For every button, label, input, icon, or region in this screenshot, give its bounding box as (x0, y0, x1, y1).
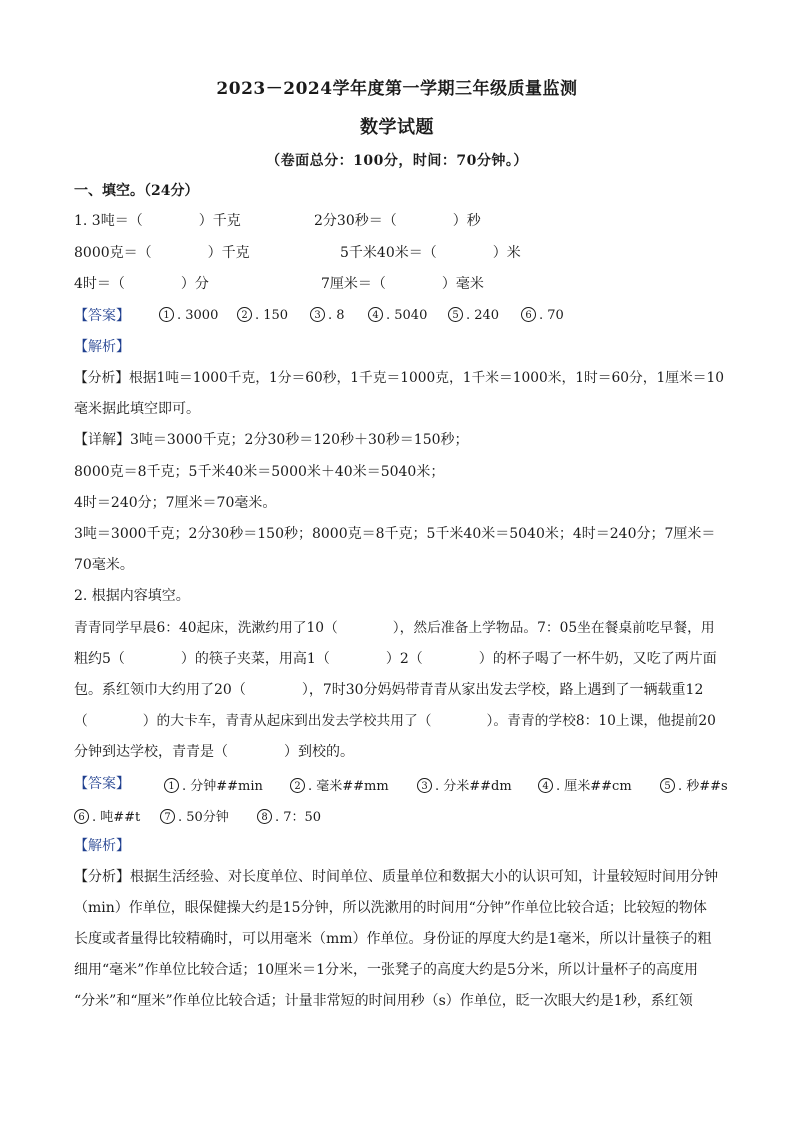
circled-number: 1 (164, 778, 179, 793)
q2-answer-5 (660, 775, 728, 794)
answer-value: . 秒##s (678, 779, 728, 794)
q1-analysis-tag: 【解析】 (74, 339, 130, 355)
xiangjie-text: 3吨＝3000千克；2分30秒＝120秒＋30秒＝150秒； (130, 432, 469, 448)
q1-answer-2 (237, 307, 288, 323)
q1-xiangjie-line-4: 3吨＝3000千克；2分30秒＝150秒；8000克＝8千克；5千米40米＝5040米；4时＝240分；7厘米＝ (74, 526, 716, 542)
answer-value: . 50分钟 (178, 810, 229, 825)
q2-analysis-tag: 【解析】 (74, 838, 130, 854)
answer-value: . 吨##t (92, 810, 141, 825)
circled-number: 4 (538, 778, 553, 793)
section-heading: 一、填空。（24分） (74, 183, 199, 199)
q1-xiangjie-line-3: 4时＝240分；7厘米＝70毫米。 (74, 495, 277, 511)
answer-value: . 150 (255, 308, 289, 323)
circled-number: 3 (310, 307, 325, 322)
circled-number: 4 (368, 307, 383, 322)
answer-value: . 5040 (386, 308, 428, 323)
answer-value: . 毫米##mm (308, 779, 389, 794)
answer-value: . 240 (466, 308, 500, 323)
q1-answer-4 (368, 307, 427, 323)
q1-answer-5 (448, 307, 499, 323)
fenxi-tag: 【分析】 (74, 370, 130, 386)
q2-fenxi-line-5: “分米”和“厘米”作单位比较合适；计量非常短的时间用秒（s）作单位，眨一次眼大约是1秒，系红领 (74, 993, 693, 1009)
q1-answer-3 (310, 307, 345, 323)
q2-paragraph-line-3: 包。系红领巾大约用了20（ ），7时30分妈妈带青青从家出发去学校，路上遇到了一辆载重12 (74, 682, 704, 698)
q2-fenxi-line-2: （min）作单位，眼保健操大约是15分钟，所以洗漱用的时间用“分钟”作单位比较合适；比较短的物体 (74, 900, 707, 916)
q2-fenxi-line-3: 长度或者量得比较精确时，可以用毫米（mm）作单位。身份证的厚度大约是1毫米，所以计量筷子的粗 (74, 931, 712, 947)
q1-row2-left: 8000克＝（ ）千克 (74, 245, 250, 261)
exam-title: 2023－2024学年度第一学期三年级质量监测 (216, 79, 578, 99)
fenxi-text: 根据1吨＝1000千克，1分＝60秒，1千克＝1000克，1千米＝1000米，1时＝60分，1厘米＝10 (129, 370, 724, 386)
answer-value: . 8 (328, 308, 345, 323)
q2-paragraph-line-1: 青青同学早晨6：40起床，洗漱约用了10（ ），然后准备上学物品。7：05坐在餐桌前吃早餐，用 (74, 620, 715, 636)
answer-value: . 3000 (177, 308, 219, 323)
answer-value: . 70 (539, 308, 564, 323)
answer-value: . 分钟##min (182, 779, 263, 794)
exam-subtitle: 数学试题 (360, 117, 434, 138)
fenxi-tag: 【分析】 (74, 869, 130, 885)
circled-number: 8 (257, 809, 272, 824)
q1-row3-right: 7厘米＝（ ）毫米 (321, 276, 484, 292)
q2-fenxi-line-1 (74, 866, 718, 888)
circled-number: 5 (448, 307, 463, 322)
circled-number: 6 (521, 307, 536, 322)
circled-number: 5 (660, 778, 675, 793)
answer-value: . 7：50 (275, 810, 322, 825)
q1-fenxi-line-2: 毫米据此填空即可。 (74, 401, 200, 417)
q1-xiangjie-line-5: 70毫米。 (74, 557, 134, 573)
q1-answer-1 (159, 307, 218, 323)
q2-paragraph-line-4: （ ）的大卡车，青青从起床到出发去学校共用了（ ）。青青的学校8：10上课，他提前20 (74, 713, 716, 729)
circled-number: 2 (237, 307, 252, 322)
q1-xiangjie-line-1 (74, 429, 469, 451)
q1-fenxi-line-1 (74, 367, 724, 389)
q1-xiangjie-line-2: 8000克＝8千克；5千米40米＝5000米＋40米＝5040米； (74, 464, 445, 480)
q1-row1-left: 1. 3吨＝（ ）千克 (74, 213, 241, 229)
q2-paragraph-line-5: 分钟到达学校，青青是（ ）到校的。 (74, 744, 354, 760)
answer-tag: 【答案】 (74, 776, 130, 792)
exam-note: （卷面总分：100分，时间：70分钟。） (266, 153, 528, 169)
q2-fenxi-line-4: 细用“毫米”作单位比较合适；10厘米＝1分米，一张凳子的高度大约是5分米，所以计量杯子的高度用 (74, 962, 698, 978)
q2-answer-3 (417, 775, 512, 794)
q2-paragraph-line-2: 粗约5（ ）的筷子夹菜，用高1（ ）2（ ）的杯子喝了一杯牛奶，又吃了两片面 (74, 651, 717, 667)
q2-answer-4 (538, 775, 632, 794)
q1-row3-left: 4时＝（ ）分 (74, 276, 209, 292)
q2-answer-7 (160, 806, 229, 825)
content (74, 0, 728, 1123)
q1-row1-right: 2分30秒＝（ ）秒 (314, 213, 481, 229)
q2-answer-1 (164, 775, 263, 794)
q2-answer-8 (257, 806, 321, 825)
circled-number: 3 (417, 778, 432, 793)
q2-stem: 2. 根据内容填空。 (74, 588, 190, 604)
answer-value: . 厘米##cm (556, 779, 632, 794)
q1-row2-right: 5千米40米＝（ ）米 (340, 245, 521, 261)
circled-number: 6 (74, 809, 89, 824)
answer-value: . 分米##dm (435, 779, 512, 794)
q2-answer-2 (290, 775, 389, 794)
q1-answer-row (74, 305, 130, 327)
circled-number: 2 (290, 778, 305, 793)
q1-answer-6 (521, 307, 564, 323)
xiangjie-tag: 【详解】 (74, 432, 130, 448)
fenxi-text: 根据生活经验、对长度单位、时间单位、质量单位和数据大小的认识可知，计量较短时间用分钟 (130, 869, 718, 885)
circled-number: 7 (160, 809, 175, 824)
q2-answer-6 (74, 806, 140, 825)
circled-number: 1 (159, 307, 174, 322)
answer-tag: 【答案】 (74, 308, 130, 324)
q2-answer-row (74, 773, 130, 795)
